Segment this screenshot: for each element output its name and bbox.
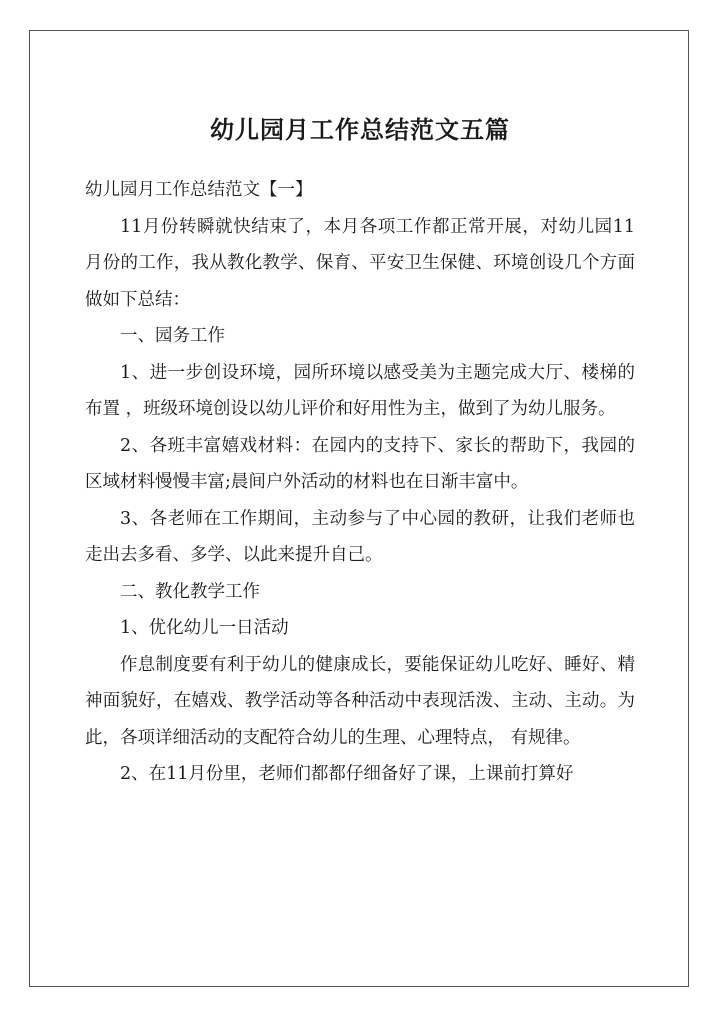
document-body [85,172,635,793]
paragraph-teacher-research: 3、各老师在工作期间，主动参与了中心园的教研，让我们老师也走出去多看、多学、以此来提升自己。 [85,508,635,565]
heading-admin-work: 一、园务工作 [120,326,225,346]
paragraph-play-materials: 2、各班丰富嬉戏材料：在园内的支持下、家长的帮助下，我园的区域材料慢慢丰富;晨间户外活动的材料也在日渐丰富中。 [85,435,635,492]
heading-daily-activities: 1、优化幼儿一日活动 [120,618,289,638]
paragraph-lesson-prep: 2、在11月份里，老师们都都仔细备好了课，上课前打算好 [120,764,574,784]
paragraph-environment: 1、进一步创设环境，园所环境以感受美为主题完成大厅、楼梯的布置 ，班级环境创设以幼儿评价和好用性为主，做到了为幼儿服务。 [85,362,635,419]
section-subtitle: 幼儿园月工作总结范文【一】 [85,180,313,200]
heading-teaching-work: 二、教化教学工作 [120,581,260,602]
document-title: 幼儿园月工作总结范文五篇 [210,115,510,144]
paragraph-schedule: 作息制度要有利于幼儿的健康成长，要能保证幼儿吃好、睡好、精神面貌好，在嬉戏、教学活动等各种活动中表现活泼、主动、主动。为此，各项详细活动的支配符合幼儿的生理、心理特点， 有规律。 [85,654,635,748]
paragraph-intro: 11月份转瞬就快结束了，本月各项工作都正常开展，对幼儿园11月份的工作，我从教化教学、保育、平安卫生保健、环境创设几个方面做如下总结： [85,216,635,310]
